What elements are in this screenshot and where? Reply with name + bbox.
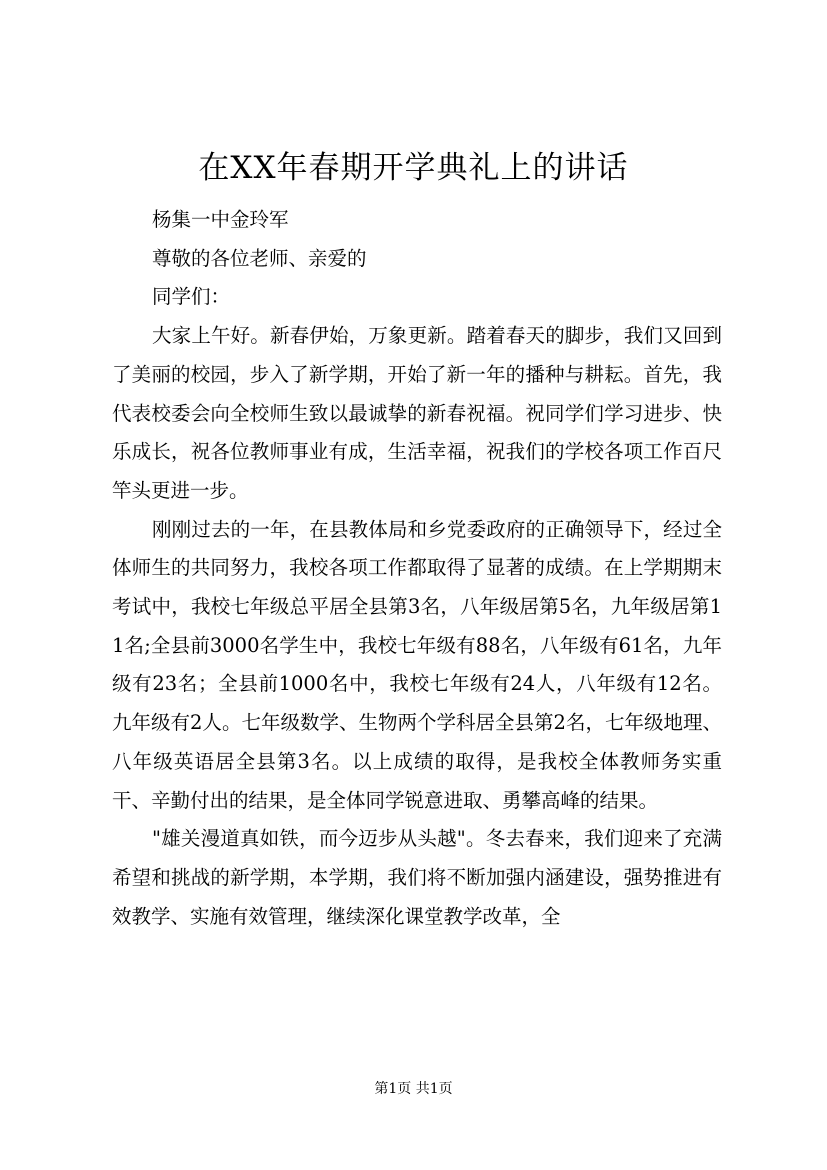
salutation-line: 尊敬的各位老师、亲爱的 bbox=[152, 246, 367, 270]
paragraph-new-semester: "雄关漫道真如铁，而今迈步从头越"。冬去春来，我们迎来了充满希望和挑战的新学期，本学期，我们将不断加强内涵建设，强势推进有效教学、实施有效管理，继续深化课堂教学改革，全 bbox=[112, 827, 722, 928]
paragraph-greeting: 大家上午好。新春伊始，万象更新。踏着春天的脚步，我们又回到了美丽的校园，步入了新学期，开始了新一年的播种与耕耘。首先，我代表校委会向全校师生致以最诚挚的新春祝福。祝同学们学习进步、快乐成长，祝各位教师事业有成，生活幸福，祝我们的学校各项工作百尺竿头更进一步。 bbox=[112, 324, 722, 502]
author-line: 杨集一中金玲军 bbox=[152, 208, 289, 231]
document-body bbox=[112, 201, 722, 936]
salutation-line-2: 同学们： bbox=[152, 285, 231, 309]
document-title: 在XX年春期开学典礼上的讲话 bbox=[198, 150, 629, 186]
paragraph-achievements: 刚刚过去的一年，在县教体局和乡党委政府的正确领导下，经过全体师生的共同努力，我校各项工作都取得了显著的成绩。在上学期期末考试中，我校七年级总平居全县第3名，八年级居第5名，九年级居第11名;全县前3000名学生中，我校七年级有88名，八年级有61名，九年级有23名；全县前1000名中，我校七年级有24人，八年级有12名。九年级有2人。七年级数学、生物两个学科居全县第2名，七年级地理、八年级英语居全县第3名。以上成绩的取得，是我校全体教师务实重干、辛勤付出的结果，是全体同学锐意进取、勇攀高峰的结果。 bbox=[112, 517, 722, 812]
page-footer: 第1页 共1页 bbox=[374, 1081, 453, 1097]
